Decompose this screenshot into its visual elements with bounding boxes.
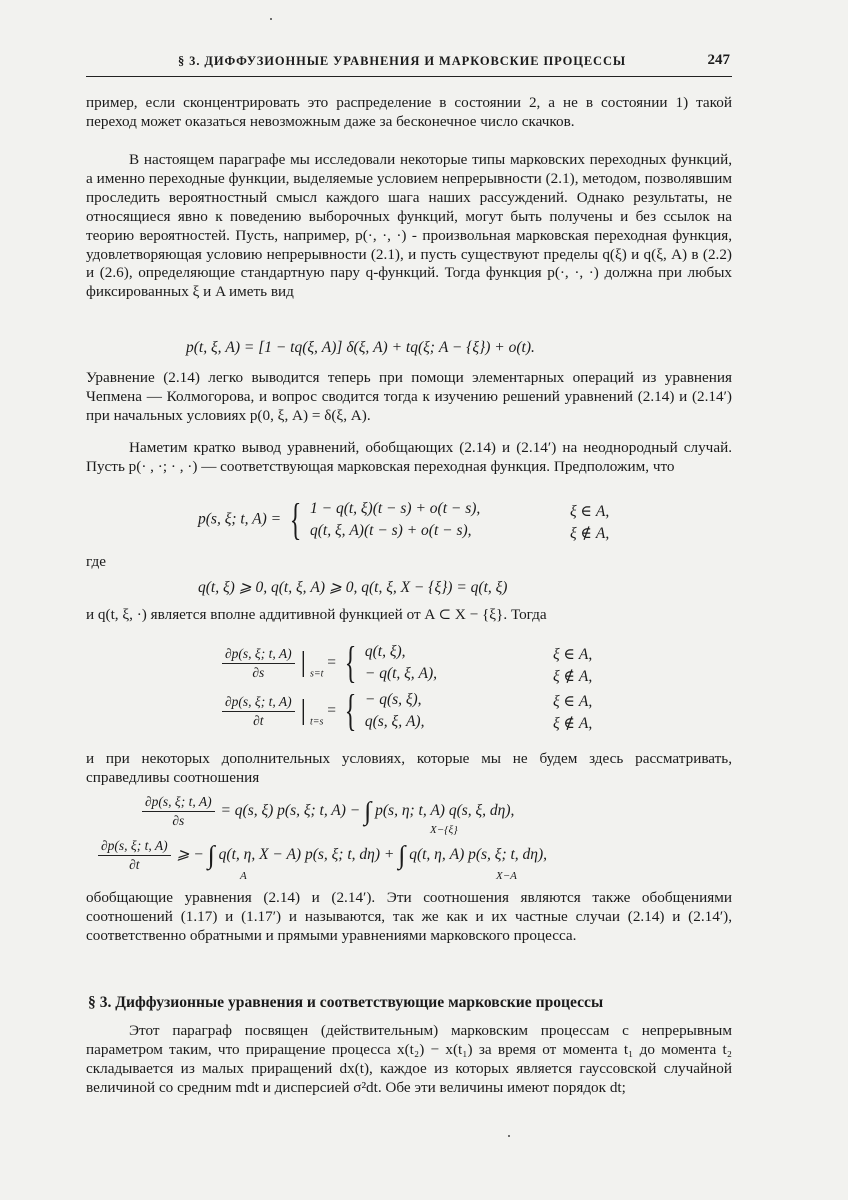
- paragraph-4: [86, 439, 732, 477]
- equation-4a: [222, 638, 438, 687]
- equation-2-cond-1: ξ ∈ A,: [570, 503, 610, 520]
- section-heading: § 3. Диффузионные уравнения и соответствующие марковские процессы: [88, 994, 604, 1011]
- equation-2-row-1: 1 − q(t, ξ)(t − s) + o(t − s),: [309, 500, 481, 517]
- equation-3: q(t, ξ) ⩾ 0, q(t, ξ, A) ⩾ 0, q(t, ξ, X − {ξ}) = q(t, ξ): [198, 579, 508, 596]
- equation-4a-row-2: − q(t, ξ, A),: [364, 665, 438, 682]
- equation-4a-cond-2: ξ ∉ A,: [553, 668, 593, 685]
- equation-4b-subscript: t=s: [309, 716, 324, 728]
- equation-5b: [98, 838, 547, 873]
- paragraph-5-text: и при некоторых дополнительных условиях, которые мы не будем здесь рассматривать, справедливы соотношения: [86, 750, 732, 786]
- equation-5a: [142, 794, 514, 829]
- equation-1: p(t, ξ, A) = [1 − tq(ξ, A)] δ(ξ, A) + tq(ξ; A − {ξ}) + o(t).: [186, 339, 535, 356]
- equation-4b-cases: [365, 689, 425, 733]
- equals-sign: =: [327, 702, 336, 719]
- equation-5b-denominator: ∂t: [129, 857, 140, 872]
- equation-5a-integrand: p(s, η; t, A) q(s, ξ, dη),: [375, 802, 515, 820]
- left-brace-icon: {: [344, 638, 357, 687]
- equation-4b-row-2: q(s, ξ, A),: [364, 713, 425, 730]
- where-text: где: [86, 553, 106, 570]
- paragraph-3: [86, 369, 732, 426]
- equation-5a-rhs: = q(s, ξ) p(s, ξ; t, A) −: [220, 802, 361, 820]
- equation-5b-fraction: [98, 838, 171, 873]
- equation-5b-limit-1: A: [240, 870, 247, 882]
- eval-bar-icon: |: [300, 695, 307, 726]
- running-header: [86, 52, 732, 77]
- page-number: 247: [707, 52, 730, 68]
- paragraph-after-eq3: [86, 606, 732, 625]
- paragraph-7-text: Этот параграф посвящен (действительным) марковским процессам с непрерывным параметром таким, что приращение процесса x(t₂) − x(t₁) за время от момента t₁ до момента t₂ складывается из малых приращений dx(t), каждое из которых является гауссовской случайной величиной со средним mdt и дисперсией σ²dt. Обе эти величины имеют порядок dt;: [86, 1022, 732, 1096]
- paragraph-2-text: В настоящем параграфе мы исследовали некоторые типы марковских переходных функций, а именно переходные функции, выделяемые условием непрерывности (2.1), методом, позволявшим проследить вероятностный смысл каждого шага наших рассуждений. Однако результаты, не относящиеся явно к поведению выборочных функций, могут быть получены и без ссылок на теорию вероятностей. Пусть, например, p(·, ·, ·) - произвольная марковская переходная функция, удовлетворяющая условию непрерывности (2.1), и пусть существуют пределы q(ξ) и q(ξ, A) в (2.2) и (2.6), определяющие стандартную пару q-функций. Тогда функция p(·, ·, ·) должна при любых фиксированных ξ и A иметь вид: [86, 151, 732, 301]
- paragraph-1-text: пример, если сконцентрировать это распределение в состоянии 2, а не в состоянии 1) такой переход может оказаться невозможным даже за бесконечное число скачков.: [86, 94, 732, 130]
- equation-5b-integrand-1: q(t, η, X − A) p(s, ξ; t, dη) +: [218, 846, 395, 864]
- equation-2-cond-2: ξ ∉ A,: [570, 525, 610, 542]
- equation-5b-numerator: ∂p(s, ξ; t, A): [98, 838, 171, 856]
- scan-speck: [508, 1135, 510, 1137]
- equation-4a-subscript: s=t: [309, 668, 324, 680]
- left-brace-icon: {: [344, 686, 357, 735]
- equation-4a-cases: [365, 641, 437, 685]
- equation-4b: [222, 686, 425, 735]
- paragraph-2: [86, 151, 732, 302]
- equation-2-lhs: p(s, ξ; t, A) =: [198, 510, 282, 528]
- paragraph-7: [86, 1022, 732, 1098]
- equation-2-row-2: q(t, ξ, A)(t − s) + o(t − s),: [309, 522, 472, 539]
- paragraph-5: [86, 750, 732, 788]
- equation-5a-numerator: ∂p(s, ξ; t, A): [142, 794, 215, 812]
- equation-5a-limit: X−{ξ}: [430, 824, 458, 836]
- equation-4a-numerator: ∂p(s, ξ; t, A): [222, 646, 295, 664]
- equation-4b-cond-2: ξ ∉ A,: [553, 715, 593, 732]
- equation-4b-numerator: ∂p(s, ξ; t, A): [222, 694, 295, 712]
- equation-4a-row-1: q(t, ξ),: [364, 643, 406, 660]
- paragraph-3-text: Уравнение (2.14) легко выводится теперь при помощи элементарных операций из уравнения Чепмена — Колмогорова, и вопрос сводится тогда к изучению решений уравнений (2.14) и (2.14′) при начальных условиях p(0, ξ, A) = δ(ξ, A).: [86, 369, 732, 424]
- equation-4b-fraction: [222, 694, 295, 729]
- equation-5b-limit-2: X−A: [496, 870, 517, 882]
- paragraph-6: [86, 889, 732, 946]
- paragraph-4-text: Наметим кратко вывод уравнений, обобщающих (2.14) и (2.14′) на неоднородный случай. Пусть p(· , ·; · , ·) — соответствующая марковская переходная функция. Предположим, что: [86, 439, 732, 475]
- equals-sign: =: [327, 654, 336, 671]
- equation-5b-integrand-2: q(t, η, A) p(s, ξ; t, dη),: [409, 846, 548, 864]
- equation-4b-cond-1: ξ ∈ A,: [553, 693, 593, 710]
- integral-icon: ∫: [398, 840, 406, 870]
- integral-icon: ∫: [364, 796, 372, 826]
- paragraph-1: [86, 94, 732, 132]
- integral-icon: ∫: [207, 840, 215, 870]
- equation-5b-rhs: ⩾ −: [176, 846, 204, 864]
- paragraph-after-eq3-text: и q(t, ξ, ·) является вполне аддитивной функцией от A ⊂ X − {ξ}. Тогда: [86, 606, 547, 623]
- equation-4b-row-1: − q(s, ξ),: [364, 691, 422, 708]
- equation-2-cases: [310, 498, 480, 542]
- left-brace-icon: {: [289, 495, 302, 544]
- equation-2: [198, 495, 481, 544]
- equation-5a-fraction: [142, 794, 215, 829]
- where-line: [86, 553, 732, 572]
- eval-bar-icon: |: [300, 647, 307, 678]
- paragraph-6-text: обобщающие уравнения (2.14) и (2.14′). Эти соотношения являются также обобщениями соотношений (1.17) и (1.17′) и называются, так же как и их частные случаи (2.14) и (2.14′), соответственно обратными и прямыми уравнениями марковского процесса.: [86, 889, 732, 944]
- equation-4a-fraction: [222, 646, 295, 681]
- equation-4a-denominator: ∂s: [252, 664, 265, 680]
- equation-5a-denominator: ∂s: [172, 813, 185, 828]
- scan-speck: [270, 18, 272, 20]
- equation-4b-denominator: ∂t: [253, 712, 264, 728]
- running-title: § 3. ДИФФУЗИОННЫЕ УРАВНЕНИЯ И МАРКОВСКИЕ ПРОЦЕССЫ: [178, 54, 627, 68]
- equation-4a-cond-1: ξ ∈ A,: [553, 646, 593, 663]
